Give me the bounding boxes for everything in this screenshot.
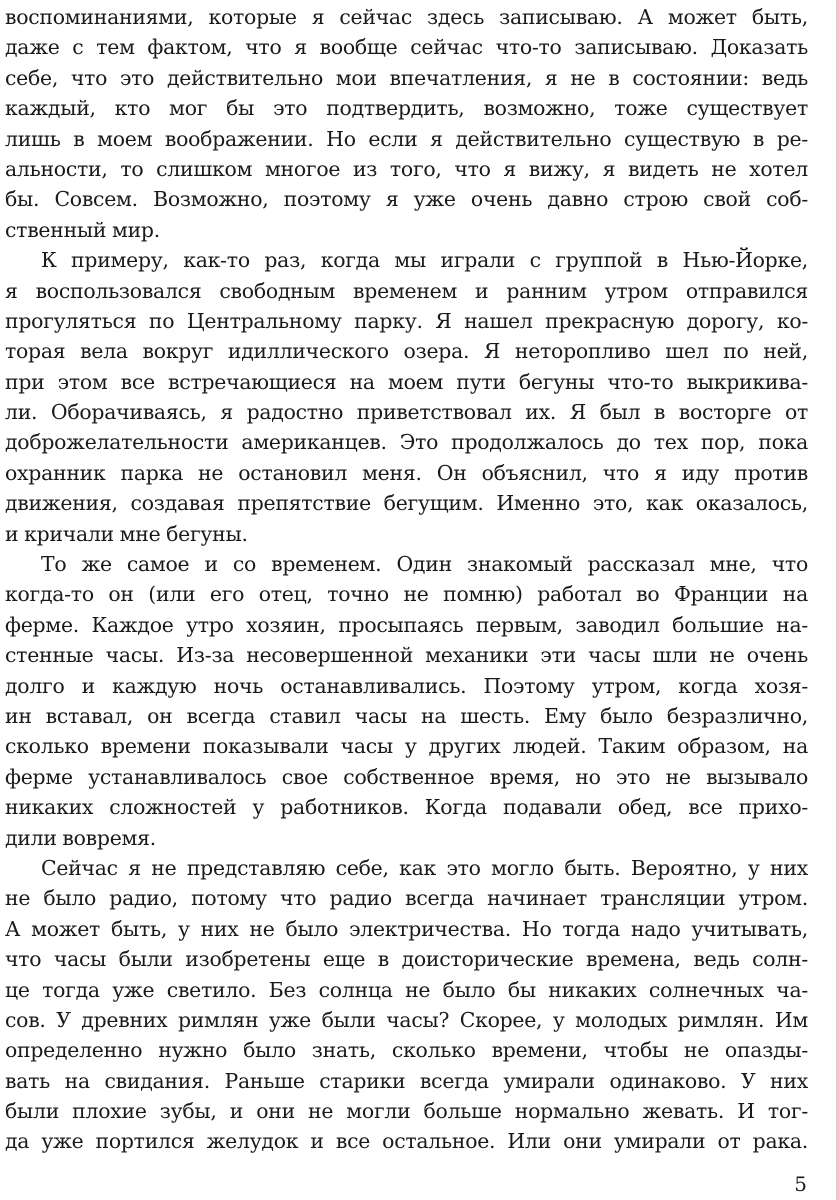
text-line: и кричали мне бегуны. <box>5 521 248 546</box>
text-line: доброжелательности американцев. Это продолжалось до тех пор, пока <box>5 430 808 455</box>
paragraph-4 <box>5 853 808 1157</box>
text-line: да уже портился желудок и все остальное. Или они умирали от рака. <box>5 1129 808 1154</box>
text-line: альности, то слишком многое из того, что я вижу, я видеть не хотел <box>5 156 808 181</box>
text-line: ин вставал, он всегда ставил часы на шесть. Ему было безразлично, <box>5 703 808 728</box>
text-line: стенные часы. Из-за несовершенной механики эти часы шли не очень <box>5 643 808 668</box>
text-line: не было радио, потому что радио всегда начинает трансляции утром. <box>5 886 808 911</box>
text-line: сов. У древних римлян уже были часы? Скорее, у молодых римлян. Им <box>5 1007 808 1032</box>
text-line: ственный мир. <box>5 217 160 242</box>
text-line: охранник парка не остановил меня. Он объяснил, что я иду против <box>5 460 808 485</box>
paragraph-3 <box>5 549 808 853</box>
text-line: То же самое и со временем. Один знакомый рассказал мне, что <box>41 552 808 577</box>
paragraph-2 <box>5 245 808 549</box>
text-line: каждый, кто мог бы это подтвердить, возможно, тоже существует <box>5 96 808 121</box>
text-line: даже с тем фактом, что я вообще сейчас что-то записываю. Доказать <box>5 35 808 60</box>
text-line: ферме устанавливалось свое собственное время, но это не вызывало <box>5 764 808 789</box>
text-line: при этом все встречающиеся на моем пути бегуны что-то выкрикива- <box>5 369 808 394</box>
text-line: ли. Оборачиваясь, я радостно приветствовал их. Я был в восторге от <box>5 400 808 425</box>
text-line: себе, что это действительно мои впечатления, я не в состоянии: ведь <box>5 65 808 90</box>
text-line: движения, создавая препятствие бегущим. Именно это, как оказалось, <box>5 491 808 516</box>
text-line: лишь в моем воображении. Но если я действительно существую в ре- <box>5 126 808 151</box>
paragraph-1 <box>5 2 808 245</box>
text-line: прогуляться по Центральному парку. Я нашел прекрасную дорогу, ко- <box>5 308 808 333</box>
text-line: были плохие зубы, и они не могли больше нормально жевать. И тог- <box>5 1099 808 1124</box>
text-line: я воспользовался свободным временем и ранним утром отправился <box>5 278 808 303</box>
text-line: це тогда уже светило. Без солнца не было бы никаких солнечных ча- <box>5 977 808 1002</box>
text-line: долго и каждую ночь останавливались. Поэтому утром, когда хозя- <box>5 673 808 698</box>
text-line: вать на свидания. Раньше старики всегда умирали одинаково. У них <box>5 1068 808 1093</box>
body-text <box>5 2 808 1157</box>
text-line: Сейчас я не представляю себе, как это могло быть. Вероятно, у них <box>41 855 808 880</box>
text-line: ферме. Каждое утро хозяин, просыпаясь первым, заводил большие на- <box>5 612 808 637</box>
text-line: воспоминаниями, которые я сейчас здесь записываю. А может быть, <box>5 5 808 29</box>
text-line: что часы были изобретены еще в доисторические времена, ведь солн- <box>5 947 808 972</box>
text-line: сколько времени показывали часы у других людей. Таким образом, на <box>5 734 808 759</box>
text-line: дили вовремя. <box>5 825 156 850</box>
text-line: К примеру, как-то раз, когда мы играли с группой в Нью-Йорке, <box>41 248 808 273</box>
text-line: А может быть, у них не было электричества. Но тогда надо учитывать, <box>5 916 808 941</box>
text-line: когда-то он (или его отец, точно не помню) работал во Франции на <box>5 582 808 607</box>
text-line: никаких сложностей у работников. Когда подавали обед, все прихо- <box>5 795 808 820</box>
text-line: бы. Совсем. Возможно, поэтому я уже очень давно строю свой соб- <box>5 187 808 212</box>
page-number: 5 <box>794 1172 807 1196</box>
text-line: торая вела вокруг идиллического озера. Я неторопливо шел по ней, <box>5 339 808 364</box>
text-line: определенно нужно было знать, сколько времени, чтобы не опазды- <box>5 1038 808 1063</box>
